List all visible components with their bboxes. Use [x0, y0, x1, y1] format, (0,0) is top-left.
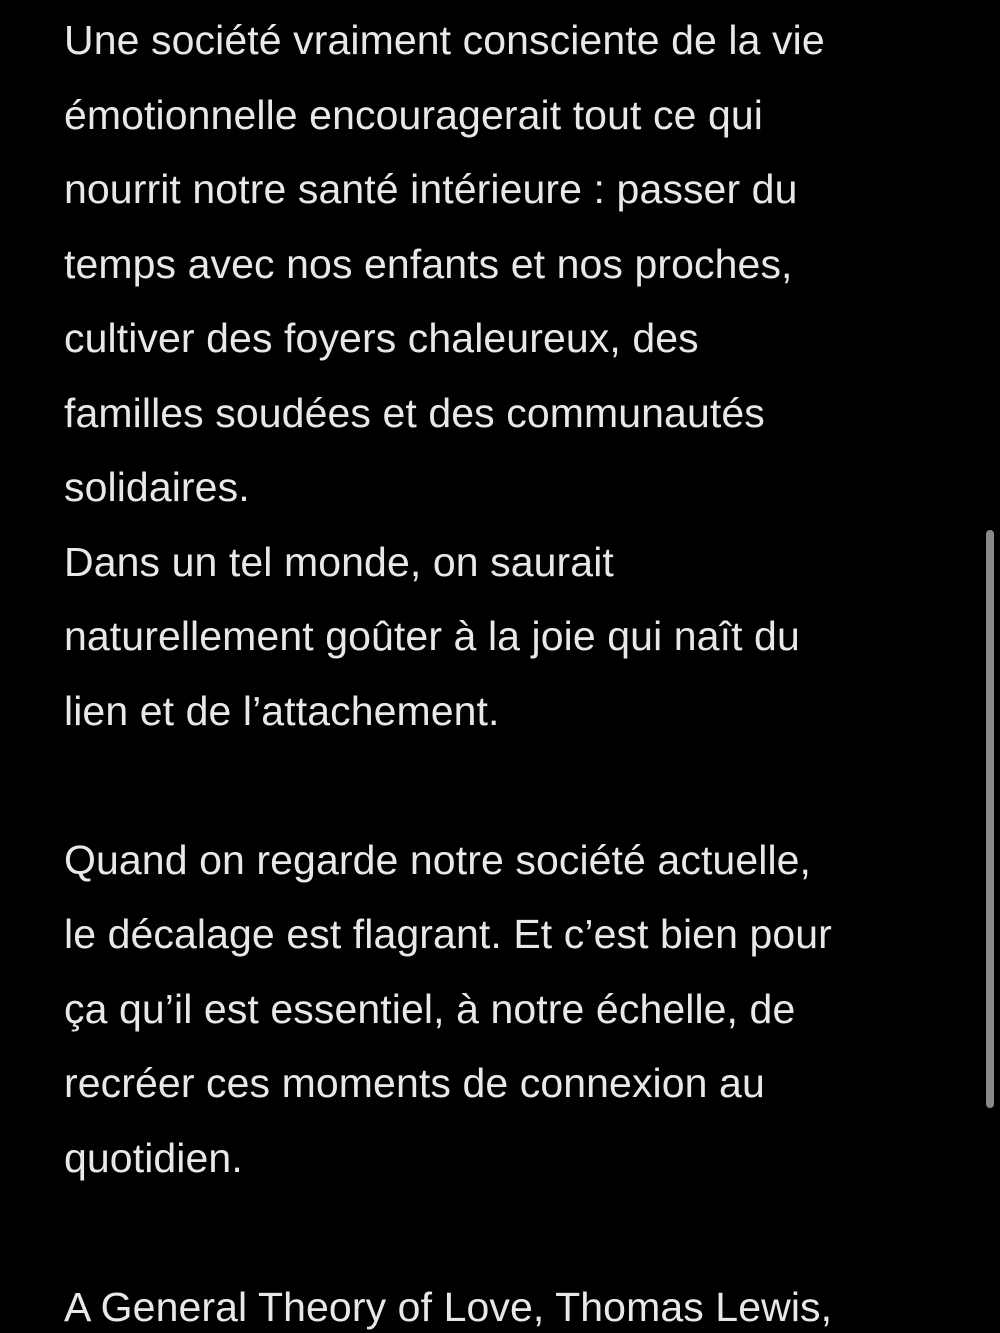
text-line: temps avec nos enfants et nos proches, [64, 240, 793, 287]
text-line: émotionnelle encouragerait tout ce qui [64, 91, 763, 138]
text-line: recréer ces moments de connexion au [64, 1060, 765, 1106]
text-line: familles soudées et des communautés [64, 389, 765, 436]
text-line: naturellement goûter à la joie qui naît du [64, 613, 800, 659]
text-line: cultiver des foyers chaleureux, des [64, 315, 699, 361]
text-line: nourrit notre santé intérieure : passer du [64, 166, 798, 212]
text-line: Une société vraiment consciente de la vie [64, 17, 825, 63]
citation-line: A General Theory of Love, Thomas Lewis, [64, 1283, 833, 1330]
text-line: solidaires. [64, 464, 250, 510]
vertical-scrollbar[interactable] [986, 530, 994, 1108]
paragraph-spacer [64, 748, 964, 823]
text-line: lien et de l’attachement. [64, 687, 500, 734]
text-line: quotidien. [64, 1134, 243, 1181]
text-line: ça qu’il est essentiel, à notre échelle, de [64, 985, 796, 1032]
text-line: Quand on regarde notre société actuelle, [64, 836, 812, 883]
text-line: Dans un tel monde, on saurait [64, 538, 614, 585]
paragraph-spacer [64, 1195, 964, 1270]
note-body[interactable] [64, 0, 964, 1333]
text-line: le décalage est flagrant. Et c’est bien pour [64, 911, 832, 957]
